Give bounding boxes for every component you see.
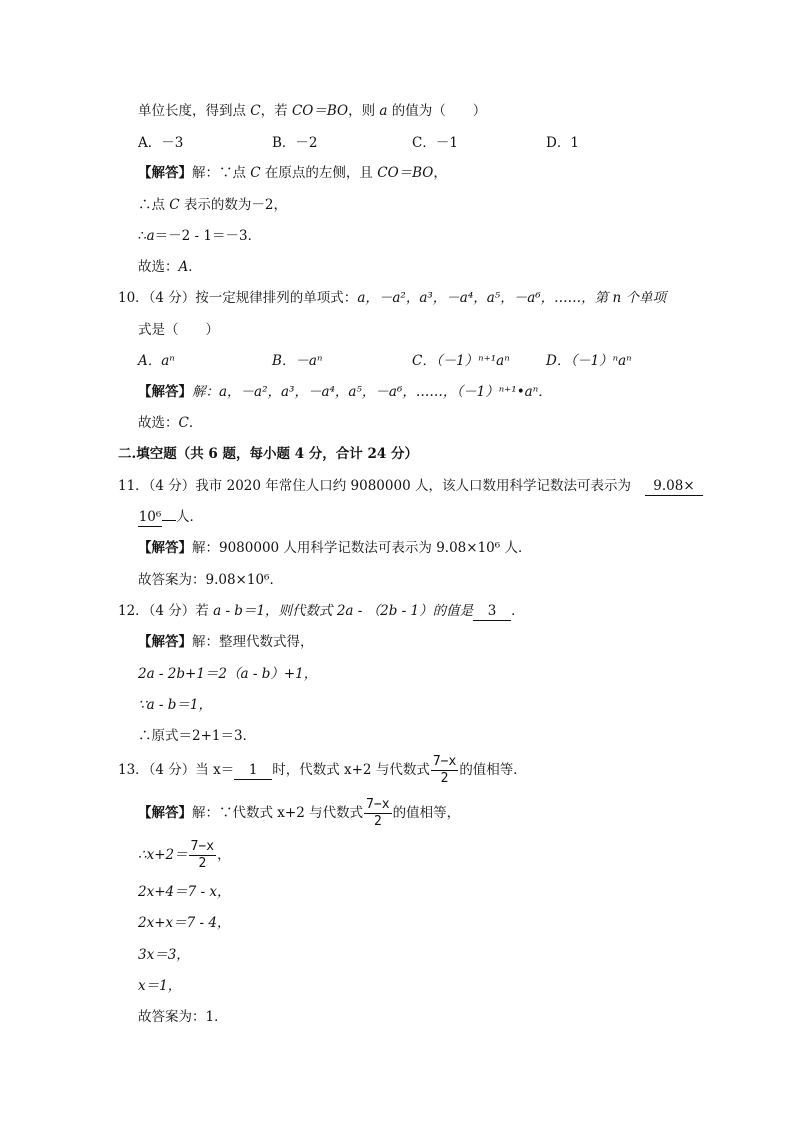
q13-frac-num: 7−x <box>432 754 457 769</box>
q9-option-c: C．－1 <box>412 135 458 151</box>
q12-line1: 2a - 2b+1＝2（a - b）+1， <box>138 666 318 682</box>
q10-number: 10．（4 分）按一定规律排列的单项式： <box>118 290 358 306</box>
q9-ans1-c: C <box>250 165 261 181</box>
q9-stem-text2: ，若 <box>260 103 292 119</box>
q10-answer <box>138 382 552 402</box>
q10-option-a: A．aⁿ <box>138 353 175 369</box>
q13-stem-b: 时，代数式 x+2 与代数式 <box>272 762 430 778</box>
q12-line2: ∵a - b＝1， <box>138 697 213 713</box>
q13-fraction <box>431 754 458 787</box>
q12-stem-end: ． <box>511 603 525 619</box>
q9-ans2-a: ∴点 <box>138 197 170 213</box>
q13-line3: 2x+x＝7 - 4， <box>138 915 231 931</box>
q12-stem <box>118 601 525 621</box>
q10-sequence: a，－a²，a³，－a⁴，a⁵，－a⁶，……，第 n 个单项 <box>357 290 666 306</box>
q9-answer-line3 <box>138 226 261 246</box>
q9-stem-text3: ，则 <box>348 103 380 119</box>
q9-ans1-b: 在原点的左侧，且 <box>260 165 378 181</box>
q12-blank: 3 <box>473 602 511 621</box>
q12-stem-a: 12．（4 分）若 <box>118 603 214 619</box>
q10-choose-end: ． <box>188 415 203 431</box>
q13-ans-frac-den: 2 <box>373 814 382 829</box>
q13-answer <box>138 795 460 831</box>
q10-choose-text: 故选： <box>138 415 179 431</box>
q11-answer-text: 解：9080000 人用科学记数法可表示为 9.08×10⁶ 人． <box>192 540 532 556</box>
section-heading: 二.填空题（共 6 题，每小题 4 分，合计 24 分） <box>118 446 418 462</box>
q13-ans-b: 的值相等， <box>392 805 461 821</box>
q12-answer-text: 解：整理代数式得， <box>192 634 314 650</box>
q13-stem <box>118 752 527 788</box>
q13-line2: 2x+4＝7 - x， <box>138 884 231 900</box>
q9-var-a: a <box>379 103 388 119</box>
q12-line3: ∴原式＝2+1＝3． <box>138 728 257 744</box>
q9-ans3-pre: ∴ <box>138 228 147 244</box>
q13-line1-b: ， <box>217 847 231 863</box>
q13-line1-frac-den: 2 <box>198 856 207 871</box>
q13-ans-a: 解：∵代数式 x+2 与代数式 <box>192 805 364 821</box>
q13-line1 <box>138 837 231 873</box>
q13-final: 故答案为：1． <box>138 1009 228 1025</box>
q11-answer <box>138 538 531 558</box>
q10-option-c: C．（－1）ⁿ⁺¹aⁿ <box>412 353 510 369</box>
q9-ans1-end: ， <box>433 165 447 181</box>
q9-ans3-post: ＝－2 - 1＝－3． <box>154 228 262 244</box>
q10-answer-text: 解：a，－a²，a³，－a⁴，a⁵，－a⁶，……，（－1）ⁿ⁺¹•aⁿ． <box>192 384 552 400</box>
q13-line5: x＝1， <box>138 978 182 994</box>
q9-choose-text: 故选： <box>138 259 179 275</box>
q9-stem <box>138 101 486 121</box>
q13-stem-a: 13．（4 分）当 x＝ <box>118 762 235 778</box>
q11-stem-end: 人． <box>176 509 203 525</box>
q13-stem-c: 的值相等． <box>459 762 527 778</box>
q13-line1-frac-num: 7−x <box>190 839 215 854</box>
q10-stem2: 式是（ ） <box>138 322 219 338</box>
q11-stem-text: 11．（4 分）我市 2020 年常住人口约 9080000 人，该人口数用科学记数法可表示为 <box>118 478 631 494</box>
q9-ans1-a: 解：∵点 <box>192 165 251 181</box>
q9-choose-val: A <box>178 259 189 275</box>
q11-stem <box>118 476 703 496</box>
q10-answer-label: 【解答】 <box>138 384 192 400</box>
q9-ans3-a: a <box>146 228 155 244</box>
q9-answer-line1 <box>138 163 447 183</box>
q9-answer-line2 <box>138 195 287 215</box>
q12-stem-b: a - b＝1，则代数式 2a - （2b - 1）的值是 <box>213 603 474 619</box>
q13-line1-a: ∴x+2＝ <box>138 847 188 863</box>
q13-answer-label: 【解答】 <box>138 805 192 821</box>
q13-line1-fraction <box>189 839 216 872</box>
q13-ans-fraction <box>364 797 391 830</box>
q9-choose <box>138 257 202 277</box>
q10-option-d: D．（－1）ⁿaⁿ <box>546 353 632 369</box>
q9-ans2-c: C <box>169 197 180 213</box>
q13-line4: 3x＝3， <box>138 947 190 963</box>
q11-answer-label: 【解答】 <box>138 540 192 556</box>
q9-option-a: A．－3 <box>138 135 184 151</box>
q9-ans1-cond: CO＝BO <box>377 165 434 181</box>
q9-answer-label: 【解答】 <box>138 165 192 181</box>
q10-option-b: B．－aⁿ <box>272 353 323 369</box>
q9-option-b: B．－2 <box>272 135 318 151</box>
q13-blank: 1 <box>234 761 272 780</box>
q11-blank-part2: 10⁶ <box>138 509 162 525</box>
q11-stem2 <box>138 507 203 527</box>
q9-choose-end: ． <box>188 259 202 275</box>
q9-stem-text: 单位长度，得到点 <box>138 103 251 119</box>
q9-stem-text4: 的值为（ ） <box>387 103 487 119</box>
q12-answer <box>138 632 314 652</box>
q13-ans-frac-num: 7−x <box>366 797 390 812</box>
q9-condition: CO＝BO <box>291 103 349 119</box>
q9-option-d: D．1 <box>546 135 579 151</box>
q12-answer-label: 【解答】 <box>138 634 192 650</box>
q10-choose-val: C <box>178 415 189 431</box>
q9-ans2-b: 表示的数为－2， <box>179 197 288 213</box>
q11-final: 故答案为：9.08×10⁶． <box>138 572 283 588</box>
q13-frac-den: 2 <box>440 771 449 786</box>
q10-stem <box>118 288 666 308</box>
q9-point-c: C <box>250 103 261 119</box>
q11-blank-part1: 9.08× <box>645 477 703 496</box>
q10-choose <box>138 413 202 433</box>
